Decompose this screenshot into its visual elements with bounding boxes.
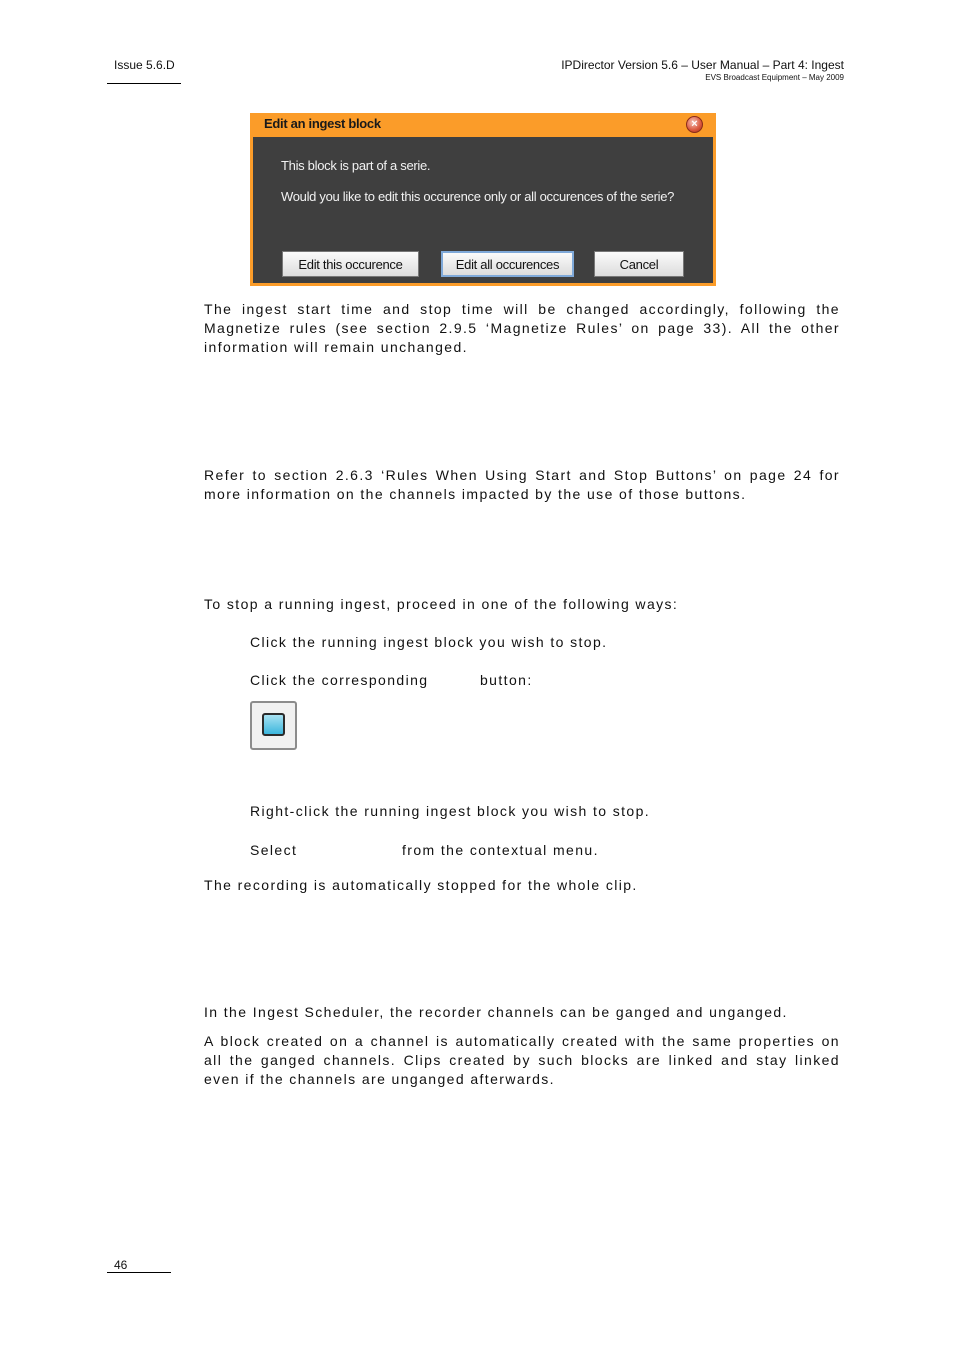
edit-all-occurences-button[interactable]: Edit all occurences (441, 251, 574, 277)
step-right-click: Right-click the running ingest block you wish to stop. (250, 803, 651, 819)
gang-intro-paragraph: In the Ingest Scheduler, the recorder channels can be ganged and unganged. (204, 1004, 788, 1020)
step-from-menu: from the contextual menu. (402, 842, 599, 858)
footer-rule (107, 1272, 171, 1273)
cancel-button[interactable]: Cancel (594, 251, 684, 277)
dialog-title: Edit an ingest block (264, 116, 381, 131)
step-click-corresponding: Click the corresponding (250, 672, 429, 688)
manual-title: IPDirector Version 5.6 – User Manual – Part 4: Ingest (561, 58, 844, 72)
manual-subtitle: EVS Broadcast Equipment – May 2009 (705, 73, 844, 82)
dialog-message-line1: This block is part of a serie. (281, 158, 431, 173)
edit-this-occurence-button[interactable]: Edit this occurence (282, 251, 419, 277)
step-select: Select (250, 842, 298, 858)
stop-square-icon (262, 713, 285, 736)
page-number: 46 (114, 1258, 128, 1272)
refer-paragraph: Refer to section 2.6.3 ‘Rules When Using Start and Stop Buttons’ on page 24 for more information on the channels impacted by the use of those buttons. (204, 467, 840, 502)
stop-intro-paragraph: To stop a running ingest, proceed in one of the following ways: (204, 596, 679, 612)
dialog-body (253, 137, 713, 283)
edit-ingest-block-dialog (250, 113, 716, 286)
close-icon[interactable]: × (686, 116, 703, 133)
magnetize-paragraph: The ingest start time and stop time will be changed accordingly, following the Magnetize rules (see section 2.9.5 ‘Magnetize Rules’ on page 33). All the other information will remain unchanged. (204, 301, 840, 355)
dialog-message-line2: Would you like to edit this occurence only or all occurences of the serie? (281, 189, 675, 204)
step-button-word: button: (480, 672, 533, 688)
issue-label: Issue 5.6.D (114, 58, 175, 72)
header-rule (107, 83, 181, 84)
gang-detail-paragraph: A block created on a channel is automatically created with the same properties on all the ganged channels. Clips created by such blocks are linked and stay linked even if the channels are unganged afterwards. (204, 1033, 840, 1087)
step-click-block: Click the running ingest block you wish to stop. (250, 634, 608, 650)
stop-button-icon[interactable] (250, 701, 297, 750)
recording-stopped-paragraph: The recording is automatically stopped for the whole clip. (204, 877, 638, 893)
